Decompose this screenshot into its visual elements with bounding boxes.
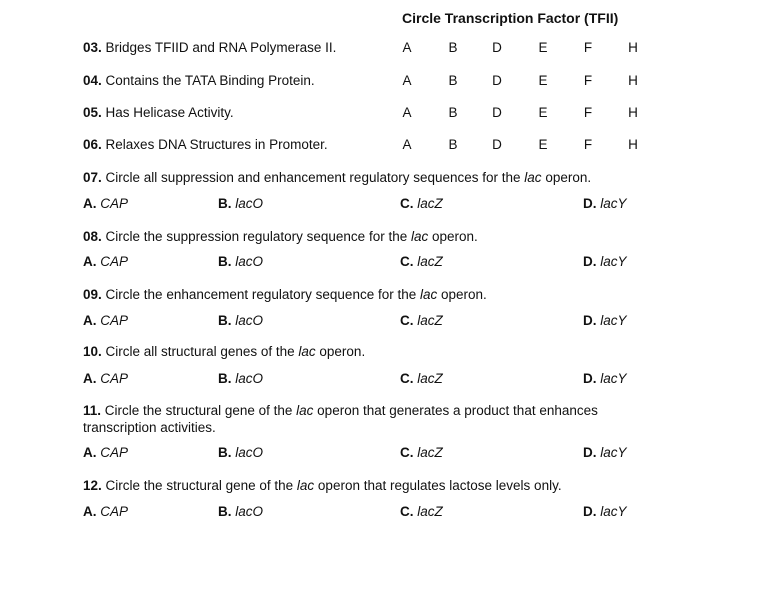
choice-d[interactable]: D xyxy=(492,105,502,120)
option-gene: lacO xyxy=(235,371,264,386)
operon-name: lac xyxy=(298,344,316,359)
question-text: Relaxes DNA Structures in Promoter. xyxy=(105,137,328,152)
option-a[interactable] xyxy=(83,196,128,211)
option-letter: B. xyxy=(218,371,232,386)
tf-question-04 xyxy=(83,73,315,88)
question-text: Circle the structural gene of the xyxy=(105,478,297,493)
lac-question-08 xyxy=(83,229,478,244)
option-letter: B. xyxy=(218,504,232,519)
choice-a[interactable]: A xyxy=(402,40,412,55)
choice-b[interactable]: B xyxy=(448,105,458,120)
choice-a[interactable]: A xyxy=(402,73,412,88)
option-gene: lacY xyxy=(600,254,627,269)
option-gene: CAP xyxy=(100,371,129,386)
option-c[interactable] xyxy=(400,313,443,328)
option-letter: B. xyxy=(218,445,232,460)
option-gene: CAP xyxy=(100,504,129,519)
question-text-end: operon that regulates lactose levels only. xyxy=(314,478,562,493)
option-a[interactable] xyxy=(83,313,128,328)
question-number: 05. xyxy=(83,105,102,120)
option-letter: C. xyxy=(400,504,414,519)
operon-name: lac xyxy=(410,229,429,244)
question-text: Circle the structural gene of the xyxy=(104,403,297,418)
question-text: Has Helicase Activity. xyxy=(105,105,234,120)
option-letter: D. xyxy=(583,313,597,328)
choice-b[interactable]: B xyxy=(448,40,458,55)
tf-question-06 xyxy=(83,137,328,152)
option-d[interactable] xyxy=(583,445,627,460)
option-gene: lacO xyxy=(235,196,264,211)
option-letter: D. xyxy=(583,504,597,519)
option-gene: lacO xyxy=(235,504,264,519)
option-letter: C. xyxy=(400,371,414,386)
choice-d[interactable]: D xyxy=(492,137,502,152)
option-gene: CAP xyxy=(100,445,129,460)
question-number: 04. xyxy=(83,73,102,88)
lac-question-10 xyxy=(83,344,365,359)
question-number: 03. xyxy=(83,40,102,55)
option-c[interactable] xyxy=(400,371,443,386)
question-text: Bridges TFIID and RNA Polymerase II. xyxy=(105,40,337,55)
choice-h[interactable]: H xyxy=(628,40,638,55)
choice-e[interactable]: E xyxy=(538,105,548,120)
lac-question-07 xyxy=(83,170,591,185)
choice-b[interactable]: B xyxy=(448,137,458,152)
option-b[interactable] xyxy=(218,371,263,386)
option-b[interactable] xyxy=(218,196,263,211)
tf-question-05 xyxy=(83,105,234,120)
choice-h[interactable]: H xyxy=(628,137,638,152)
option-d[interactable] xyxy=(583,313,627,328)
option-gene: CAP xyxy=(100,254,129,269)
choice-f[interactable]: F xyxy=(583,40,593,55)
lac-question-09 xyxy=(83,287,487,302)
option-a[interactable] xyxy=(83,254,128,269)
option-gene: lacZ xyxy=(417,371,443,386)
option-b[interactable] xyxy=(218,445,263,460)
question-text: Contains the TATA Binding Protein. xyxy=(105,73,315,88)
option-gene: lacZ xyxy=(417,254,443,269)
choice-d[interactable]: D xyxy=(492,73,502,88)
question-number: 10. xyxy=(83,344,102,359)
option-letter: A. xyxy=(83,371,97,386)
choice-e[interactable]: E xyxy=(538,40,548,55)
question-text-end: operon. xyxy=(541,170,592,185)
choice-f[interactable]: F xyxy=(583,73,593,88)
option-d[interactable] xyxy=(583,371,627,386)
option-letter: C. xyxy=(400,313,414,328)
question-number: 12. xyxy=(83,478,102,493)
option-b[interactable] xyxy=(218,313,263,328)
option-letter: B. xyxy=(218,313,232,328)
choice-h[interactable]: H xyxy=(628,73,638,88)
option-gene: lacY xyxy=(600,371,627,386)
question-text-end: operon that generates a product that enhances xyxy=(313,403,598,418)
choice-f[interactable]: F xyxy=(583,137,593,152)
option-gene: lacY xyxy=(600,196,627,211)
question-text-continued: transcription activities. xyxy=(83,420,216,435)
option-a[interactable] xyxy=(83,371,128,386)
question-number: 06. xyxy=(83,137,102,152)
operon-name: lac xyxy=(296,478,315,493)
option-letter: A. xyxy=(83,504,97,519)
choice-a[interactable]: A xyxy=(402,105,412,120)
option-c[interactable] xyxy=(400,254,443,269)
option-a[interactable] xyxy=(83,504,128,519)
tf-question-03 xyxy=(83,40,336,55)
lac-question-12 xyxy=(83,478,562,493)
option-gene: CAP xyxy=(100,196,129,211)
option-letter: C. xyxy=(400,196,414,211)
option-letter: D. xyxy=(583,445,597,460)
option-d[interactable] xyxy=(583,504,627,519)
choice-e[interactable]: E xyxy=(538,73,548,88)
option-b[interactable] xyxy=(218,504,263,519)
option-gene: CAP xyxy=(100,313,129,328)
lac-question-11 xyxy=(83,402,713,436)
choice-b[interactable]: B xyxy=(448,73,458,88)
question-number: 07. xyxy=(83,170,102,185)
question-text-end: operon. xyxy=(437,287,487,302)
option-gene: lacO xyxy=(235,313,264,328)
option-letter: A. xyxy=(83,313,97,328)
option-letter: C. xyxy=(400,254,414,269)
option-b[interactable] xyxy=(218,254,263,269)
operon-name: lac xyxy=(296,403,314,418)
question-number: 08. xyxy=(83,229,102,244)
question-text-end: operon. xyxy=(315,344,366,359)
option-letter: D. xyxy=(583,196,597,211)
option-letter: A. xyxy=(83,196,97,211)
option-gene: lacO xyxy=(235,445,264,460)
operon-name: lac xyxy=(419,287,438,302)
option-gene: lacZ xyxy=(417,504,443,519)
option-letter: B. xyxy=(218,196,232,211)
question-text: Circle the enhancement regulatory sequence for the xyxy=(105,287,420,302)
choice-f[interactable]: F xyxy=(583,105,593,120)
option-gene: lacY xyxy=(600,504,627,519)
option-c[interactable] xyxy=(400,504,443,519)
option-letter: C. xyxy=(400,445,414,460)
question-text: Circle all structural genes of the xyxy=(105,344,299,359)
option-gene: lacO xyxy=(235,254,264,269)
option-letter: D. xyxy=(583,254,597,269)
option-gene: lacY xyxy=(600,313,627,328)
choice-e[interactable]: E xyxy=(538,137,548,152)
question-text: Circle the suppression regulatory sequence for the xyxy=(105,229,411,244)
option-gene: lacZ xyxy=(417,196,443,211)
question-number: 09. xyxy=(83,287,102,302)
option-a[interactable] xyxy=(83,445,128,460)
option-letter: A. xyxy=(83,254,97,269)
question-text-end: operon. xyxy=(428,229,478,244)
section-header: Circle Transcription Factor (TFII) xyxy=(402,10,619,26)
option-letter: B. xyxy=(218,254,232,269)
option-c[interactable] xyxy=(400,196,443,211)
choice-a[interactable]: A xyxy=(402,137,412,152)
option-gene: lacZ xyxy=(417,445,443,460)
operon-name: lac xyxy=(524,170,542,185)
question-text: Circle all suppression and enhancement regulatory sequences for the xyxy=(105,170,525,185)
option-c[interactable] xyxy=(400,445,443,460)
option-d[interactable] xyxy=(583,254,627,269)
choice-h[interactable]: H xyxy=(628,105,638,120)
choice-d[interactable]: D xyxy=(492,40,502,55)
option-letter: A. xyxy=(83,445,97,460)
option-letter: D. xyxy=(583,371,597,386)
option-gene: lacY xyxy=(600,445,627,460)
option-d[interactable] xyxy=(583,196,627,211)
option-gene: lacZ xyxy=(417,313,443,328)
question-number: 11. xyxy=(83,403,102,418)
